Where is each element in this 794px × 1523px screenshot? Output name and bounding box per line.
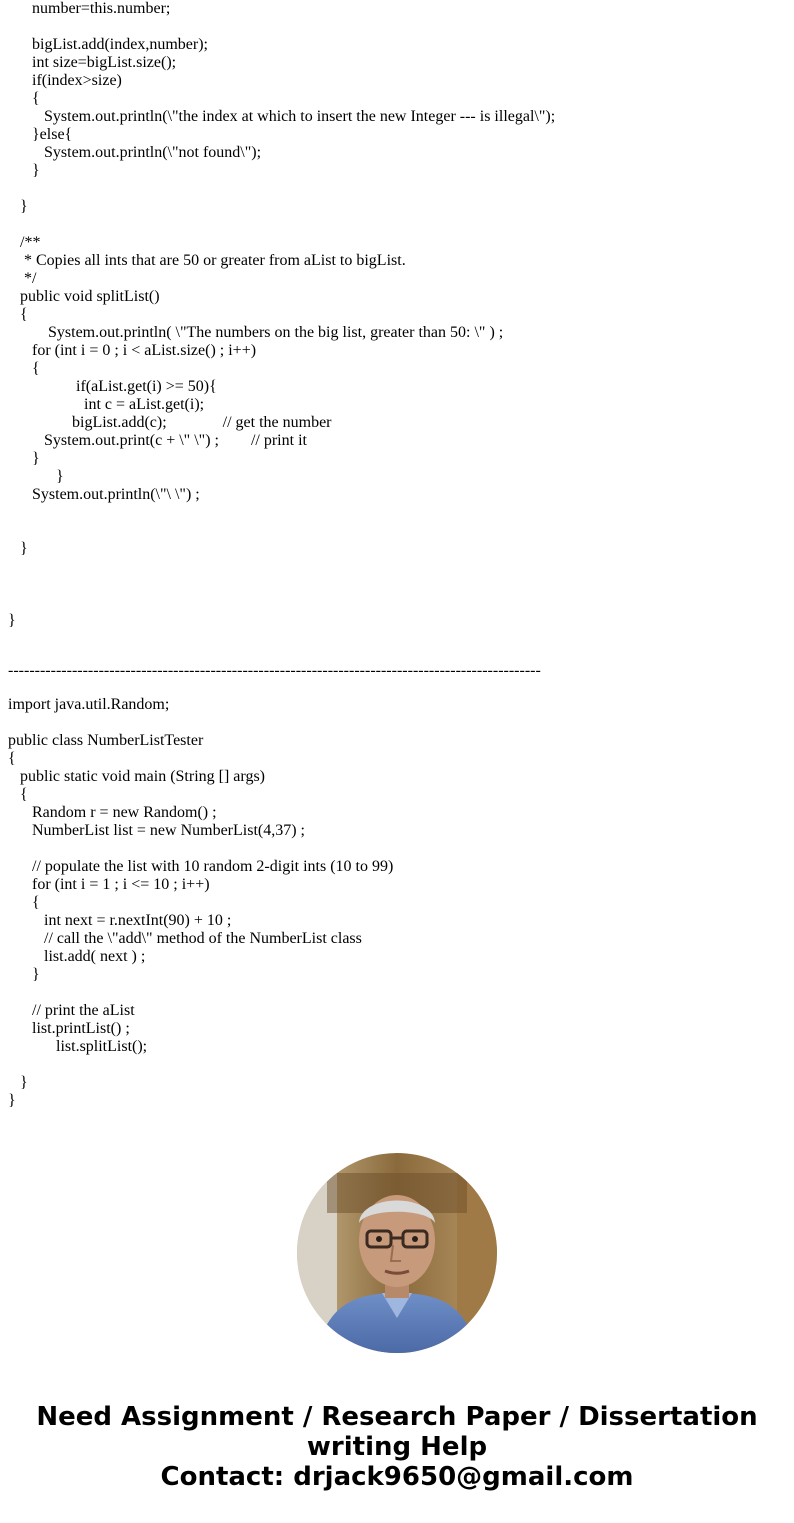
code-line: public void splitList(): [8, 288, 160, 305]
code-line: // print the aList: [8, 1002, 135, 1019]
code-line: if(aList.get(i) >= 50){: [8, 378, 217, 395]
code-line: NumberList list = new NumberList(4,37) ;: [8, 822, 305, 839]
code-line: System.out.print(c + \" \") ; // print it: [8, 432, 307, 449]
code-line: {: [8, 894, 40, 911]
code-line: }: [8, 450, 40, 467]
code-line: }: [8, 540, 28, 557]
code-line: list.printList() ;: [8, 1020, 130, 1037]
code-line: // populate the list with 10 random 2-digit ints (10 to 99): [8, 858, 394, 875]
author-photo-icon: [297, 1153, 497, 1353]
code-line: System.out.println(\"the index at which to insert the new Integer --- is illegal\");: [8, 108, 556, 125]
code-line: bigList.add(index,number);: [8, 36, 208, 53]
banner-line-3: Contact: drjack9650@gmail.com: [160, 1462, 634, 1492]
code-line: bigList.add(c); // get the number: [8, 414, 332, 431]
code-line: // call the \"add\" method of the NumberList class: [8, 930, 362, 947]
code-line: }: [8, 1074, 28, 1091]
banner-line-2: writing Help: [306, 1432, 488, 1462]
code-line: number=this.number;: [8, 0, 171, 17]
code-line: public class NumberListTester: [8, 732, 204, 749]
code-line: {: [8, 750, 16, 767]
separator-line: ----------------------------------------------------------------------------------------------------: [8, 662, 541, 679]
code-line: System.out.println( \"The numbers on the big list, greater than 50: \" ) ;: [8, 324, 504, 341]
code-line: {: [8, 786, 28, 803]
author-avatar: [297, 1153, 497, 1353]
code-line: if(index>size): [8, 72, 122, 89]
code-line: for (int i = 1 ; i <= 10 ; i++): [8, 876, 210, 893]
code-line: int next = r.nextInt(90) + 10 ;: [8, 912, 232, 929]
banner-line-1: Need Assignment / Research Paper / Dissertation: [36, 1402, 758, 1432]
code-line: * Copies all ints that are 50 or greater from aList to bigList.: [8, 252, 406, 269]
code-line: System.out.println(\"\ \") ;: [8, 486, 200, 503]
code-line: */: [8, 270, 37, 287]
code-line: import java.util.Random;: [8, 696, 170, 713]
contact-banner: [0, 1402, 794, 1492]
code-line: list.splitList();: [8, 1038, 148, 1055]
code-line: System.out.println(\"not found\");: [8, 144, 262, 161]
code-line: {: [8, 90, 40, 107]
code-line: Random r = new Random() ;: [8, 804, 217, 821]
code-line: public static void main (String [] args): [8, 768, 265, 785]
code-line: }: [8, 1092, 16, 1109]
code-line: }: [8, 612, 16, 629]
code-line: }: [8, 198, 28, 215]
code-line: /**: [8, 234, 41, 251]
code-line: for (int i = 0 ; i < aList.size() ; i++): [8, 342, 257, 359]
code-line: {: [8, 360, 40, 377]
code-line: }: [8, 162, 40, 179]
code-line: }else{: [8, 126, 73, 143]
code-line: int c = aList.get(i);: [8, 396, 205, 413]
code-line: {: [8, 306, 28, 323]
code-line: }: [8, 966, 40, 983]
code-line: list.add( next ) ;: [8, 948, 146, 965]
code-line: int size=bigList.size();: [8, 54, 177, 71]
code-line: }: [8, 468, 64, 485]
